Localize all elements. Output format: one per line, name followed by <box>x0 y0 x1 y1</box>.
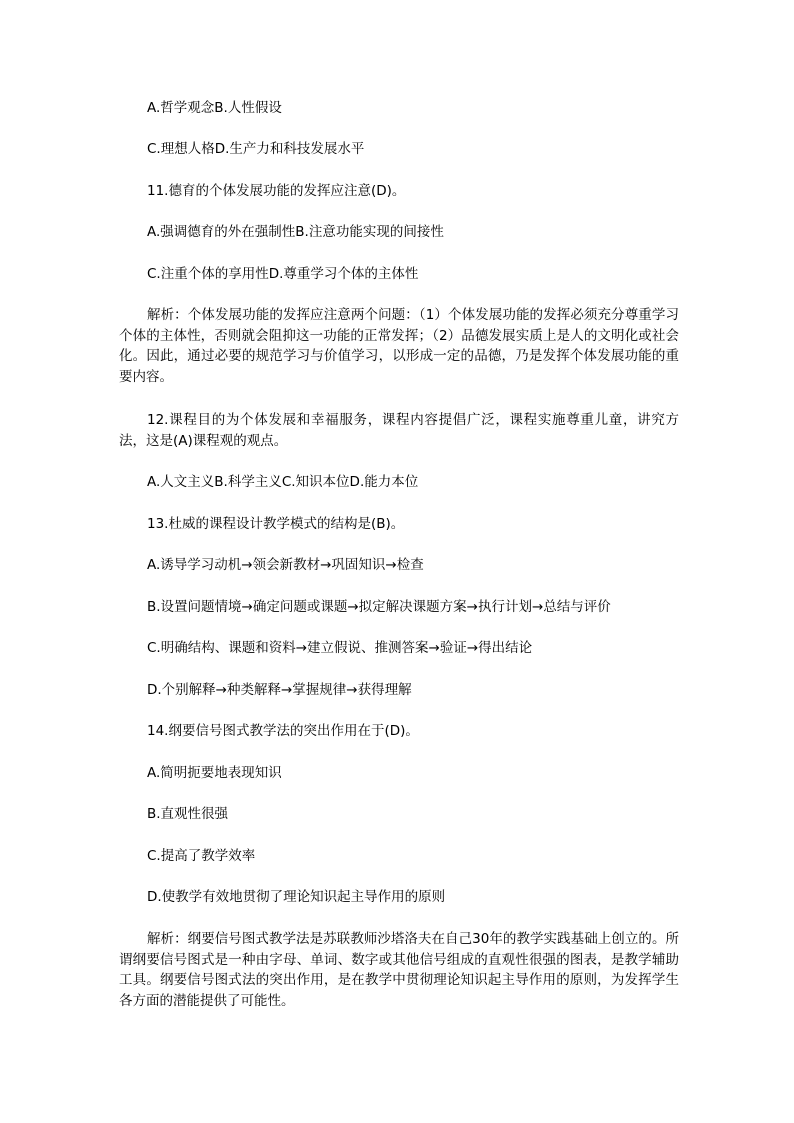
q14-stem: 14.纲要信号图式教学法的突出作用在于(D)。 <box>147 723 419 739</box>
q13-option-c: C.明确结构、课题和资料→建立假说、推测答案→验证→得出结论 <box>147 640 533 656</box>
q13-option-b: B.设置问题情境→确定问题或课题→拟定解决课题方案→执行计划→总结与评价 <box>147 599 611 615</box>
q12-stem: 12.课程目的为个体发展和幸福服务，课程内容提倡广泛，课程实施尊重儿童，讲究方法，这是(A)课程观的观点。 <box>119 412 679 449</box>
q11-analysis: 解析：个体发展功能的发挥应注意两个问题：（1）个体发展功能的发挥必须充分尊重学习个体的主体性，否则就会阻抑这一功能的正常发挥；（2）品德发展实质上是人的文明化或社会化。因此，通过必要的规范学习与价值学习，以形成一定的品德，乃是发挥个体发展功能的重要内容。 <box>119 307 679 386</box>
q14-option-c: C.提高了教学效率 <box>147 848 256 864</box>
q13-stem: 13.杜威的课程设计教学模式的结构是(B)。 <box>147 516 405 532</box>
q14-option-a: A.简明扼要地表现知识 <box>147 765 282 781</box>
q13-option-d: D.个别解释→种类解释→掌握规律→获得理解 <box>147 682 412 698</box>
q13-option-a: A.诱导学习动机→领会新教材→巩固知识→检查 <box>147 557 424 573</box>
q10-options-cd: C.理想人格D.生产力和科技发展水平 <box>147 141 365 157</box>
q11-stem: 11.德育的个体发展功能的发挥应注意(D)。 <box>147 183 406 199</box>
q12-options: A.人文主义B.科学主义C.知识本位D.能力本位 <box>147 474 419 490</box>
q14-option-b: B.直观性很强 <box>147 806 229 822</box>
q14-option-d: D.使教学有效地贯彻了理论知识起主导作用的原则 <box>147 889 446 905</box>
q14-analysis: 解析：纲要信号图式教学法是苏联教师沙塔洛夫在自己30年的教学实践基础上创立的。所谓纲要信号图式是一种由字母、单词、数字或其他信号组成的直观性很强的图表，是教学辅助工具。纲要信号图式法的突出作用，是在教学中贯彻理论知识起主导作用的原则，为发挥学生各方面的潜能提供了可能性。 <box>119 931 679 1010</box>
q11-options-cd: C.注重个体的享用性D.尊重学习个体的主体性 <box>147 266 419 282</box>
q11-options-ab: A.强调德育的外在强制性B.注意功能实现的间接性 <box>147 224 444 240</box>
q10-options-ab: A.哲学观念B.人性假设 <box>147 100 282 116</box>
